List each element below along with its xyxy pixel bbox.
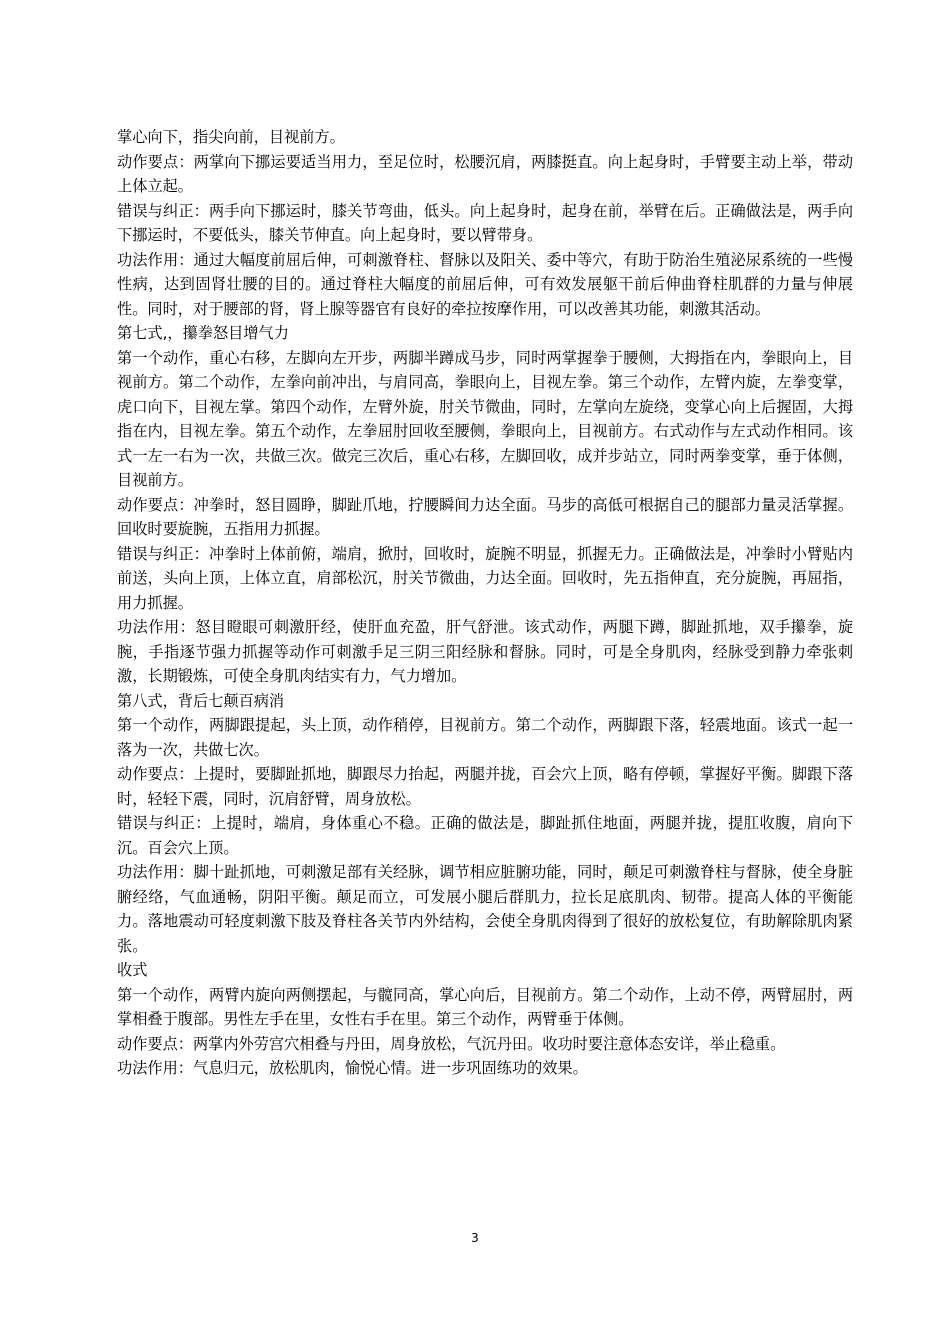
paragraph-palm-down: 掌心向下，指尖向前，目视前方。	[117, 128, 345, 146]
page-number: 3	[471, 1231, 479, 1245]
paragraph-errors-7: 错误与纠正：冲拳时上体前俯，端肩，掀肘，回收时，旋腕不明显，抓握无力。正确做法是，冲拳时小臂贴内前送，头向上顶，上体立直，肩部松沉，肘关节微曲，力达全面。回收时，先五指伸直，充分旋腕，再屈指，用力抓握。	[117, 544, 853, 612]
section-heading-closing: 收式	[117, 961, 148, 979]
section-heading-7: 第七式,，攥拳怒目增气力	[117, 324, 289, 342]
paragraph-key-points-6: 动作要点：两掌向下挪运要适当用力，至足位时，松腰沉肩，两膝挺直。向上起身时，手臂要主动上举，带动上体立起。	[117, 152, 853, 195]
paragraph-key-points-closing: 动作要点：两掌内外劳宫穴相叠与丹田，周身放松，气沉丹田。收功时要注意体态安详，举止稳重。	[117, 1034, 786, 1053]
paragraph-movements-8: 第一个动作，两脚跟提起，头上顶，动作稍停，目视前方。第二个动作，两脚跟下落，轻震地面。该式一起一落为一次，共做七次。	[117, 716, 853, 759]
paragraph-effects-6: 功法作用：通过大幅度前屈后伸，可刺激脊柱、督脉以及阳关、委中等穴，有助于防治生殖泌尿系统的一些慢性病，达到固肾壮腰的目的。通过脊柱大幅度的前屈后伸，可有效发展躯干前后伸曲脊柱肌群的力量与伸展性。同时，对于腰部的肾，肾上腺等器官有良好的牵拉按摩作用，可以改善其功能，刺激其活动。	[117, 250, 853, 318]
paragraph-movements-closing: 第一个动作，两臂内旋向两侧摆起，与髋同高，掌心向后，目视前方。第二个动作，上动不停，两臂屈肘，两掌相叠于腹部。男性左手在里，女性右手在里。第三个动作，两臂垂于体侧。	[117, 985, 853, 1028]
paragraph-effects-closing: 功法作用：气息归元，放松肌肉，愉悦心情。进一步巩固练功的效果。	[117, 1059, 588, 1077]
section-heading-8: 第八式，背后七颠百病消	[117, 691, 285, 710]
paragraph-movements-7: 第一个动作，重心右移，左脚向左开步，两脚半蹲成马步，同时两掌握拳于腰侧，大拇指在内，拳眼向上，目视前方。第二个动作，左拳向前冲出，与肩同高，拳眼向上，目视左拳。第三个动作，左臂内旋，左拳变掌，虎口向下，目视左掌。第四个动作，左臂外旋，肘关节微曲，同时，左掌向左旋绕，变掌心向上后握固，大拇指在内，目视左拳。第五个动作，左拳屈肘回收至腰侧，拳眼向上，目视前方。右式动作与左式动作相同。该式一左一右为一次，共做三次。做完三次后，重心右移，左脚回收，成并步站立，同时两拳变掌，垂于体侧，目视前方。	[117, 348, 853, 489]
paragraph-errors-6: 错误与纠正：两手向下挪运时，膝关节弯曲，低头。向上起身时，起身在前，举臂在后。正确做法是，两手向下挪运时，不要低头，膝关节伸直。向上起身时，要以臂带身。	[117, 201, 853, 244]
paragraph-errors-8: 错误与纠正：上提时，端肩，身体重心不稳。正确的做法是，脚趾抓住地面，两腿并拢，提肛收腹，肩向下沉。百会穴上顶。	[117, 814, 853, 857]
paragraph-effects-8: 功法作用：脚十趾抓地，可刺激足部有关经脉，调节相应脏腑功能，同时，颠足可刺激脊柱与督脉，使全身脏腑经络，气血通畅，阴阳平衡。颠足而立，可发展小腿后群肌力，拉长足底肌肉、韧带。提高人体的平衡能力。落地震动可轻度刺激下肢及脊柱各关节内外结构，会使全身肌肉得到了很好的放松复位，有助解除肌肉紧张。	[117, 863, 853, 955]
paragraph-key-points-8: 动作要点：上提时，要脚趾抓地，脚跟尽力抬起，两腿并拢，百会穴上顶，略有停顿，掌握好平衡。脚跟下落时，轻轻下震，同时，沉肩舒臂，周身放松。	[117, 765, 853, 808]
paragraph-effects-7: 功法作用：怒目瞪眼可刺激肝经，使肝血充盈，肝气舒泄。该式动作，两腿下蹲，脚趾抓地，双手攥拳，旋腕，手指逐节强力抓握等动作可刺激手足三阴三阳经脉和督脉。同时，可是全身肌肉，经脉受到静力牵张刺激，长期锻炼，可使全身肌肉结实有力，气力增加。	[117, 618, 853, 685]
page-body	[117, 125, 853, 1081]
paragraph-key-points-7: 动作要点：冲拳时，怒目圆睁，脚趾爪地，拧腰瞬间力达全面。马步的高低可根据自己的腿部力量灵活掌握。回收时要旋腕，五指用力抓握。	[117, 495, 853, 538]
